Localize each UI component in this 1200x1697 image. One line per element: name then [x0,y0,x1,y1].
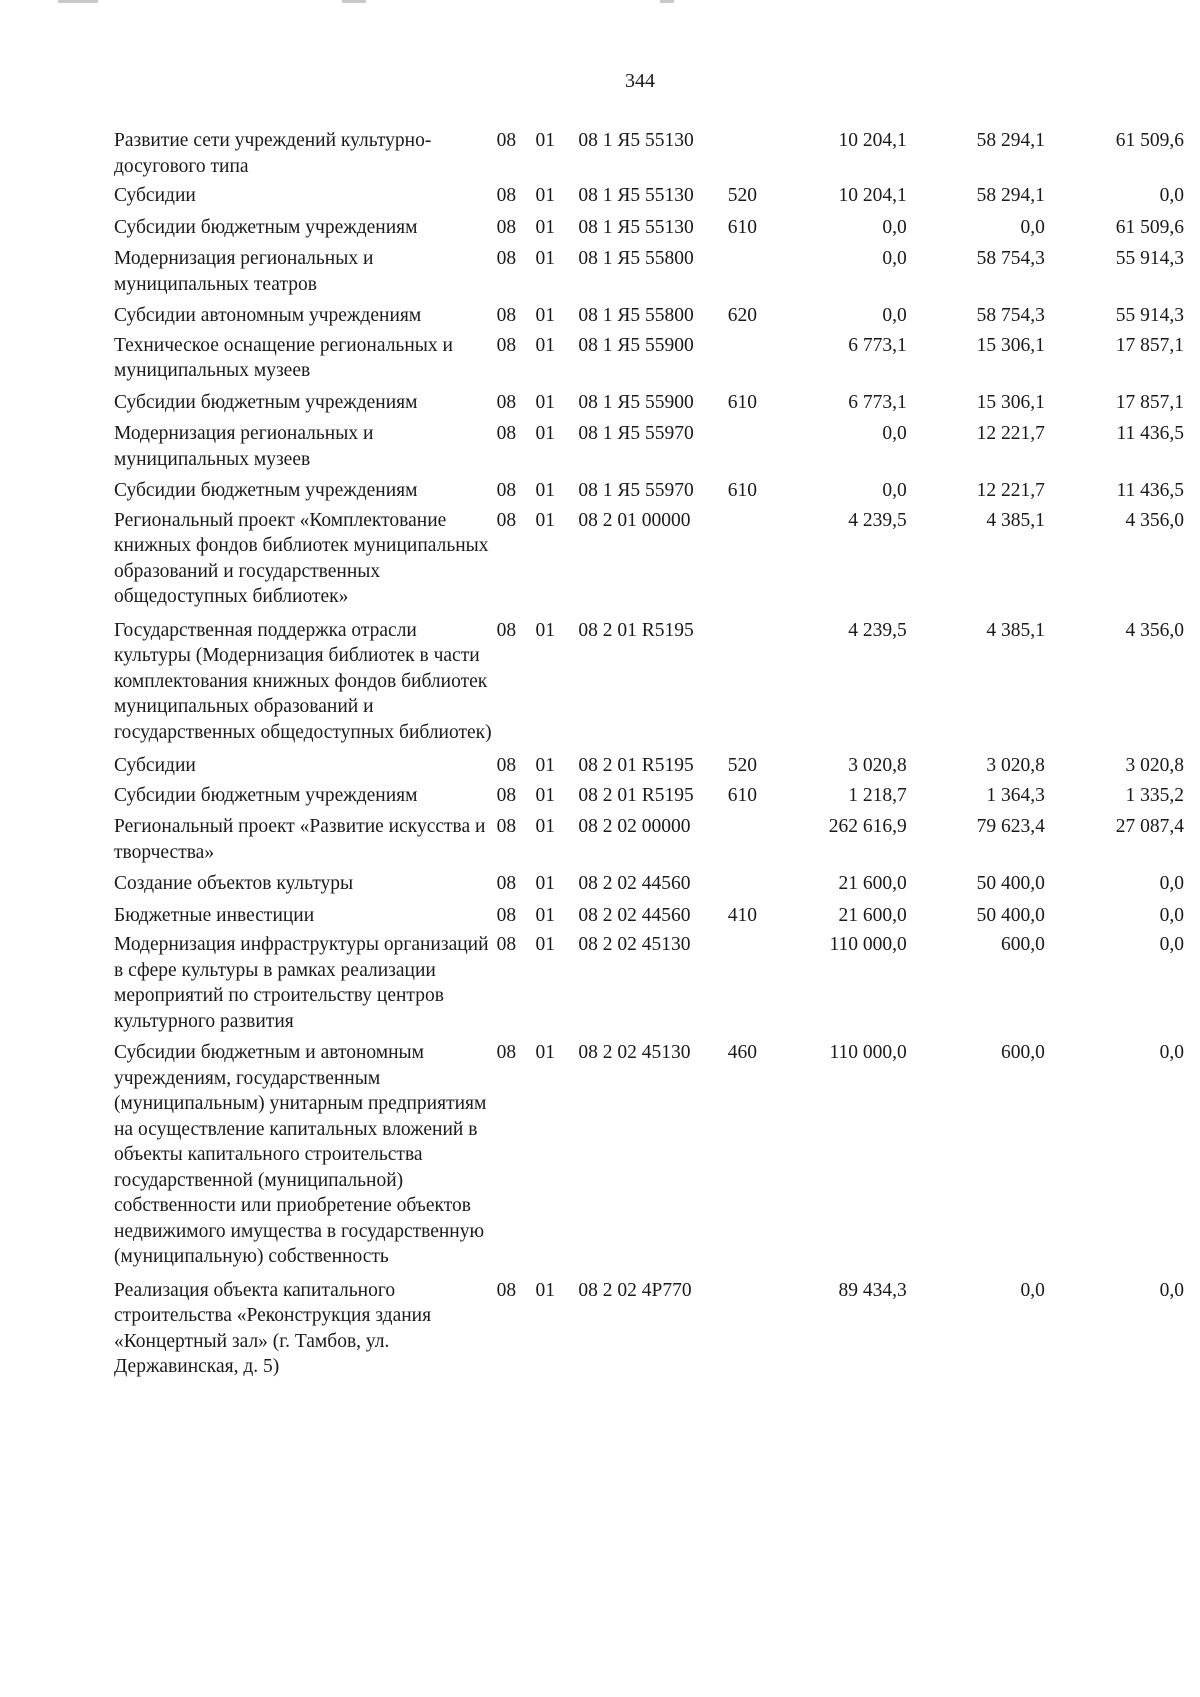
table-cell-section: 08 [496,873,517,894]
table-row [114,932,1184,1040]
table-cell-name: Субсидии бюджетным и автономным учреждениям, государственным (муниципальным) унитарным предприятиям на осуществление капитальных вложений в объекты капитального строительства государственной (муниципальной) собственности или приобретение объектов недвижимого имущества в государственную (муниципальную) собственность [114,1042,487,1267]
table-cell-subsection: 01 [535,1279,555,1301]
table-cell-name: Региональный проект «Развитие искусства и творчества» [114,816,486,863]
table-cell-subsection: 01 [535,755,555,776]
table-cell-year-2: 4 385,1 [986,509,1045,531]
table-row [114,753,1184,783]
table-cell-section: 08 [496,619,517,641]
table-row [114,1278,1184,1384]
table-cell-year-1: 4 239,5 [848,509,907,531]
table-cell-subsection: 01 [535,130,555,151]
table-cell-year-2: 600,0 [1000,934,1045,955]
table-cell-csr: 08 1 Я5 55970 [578,423,694,444]
table-cell-year-3: 27 087,4 [1115,816,1184,837]
table-cell-vr: 610 [727,216,757,238]
table-cell-subsection: 01 [535,619,555,641]
table-cell-name: Модернизация региональных и муниципальных музеев [114,423,374,470]
table-cell-year-3: 0,0 [1159,934,1184,955]
table-cell-name: Развитие сети учреждений культурно-досугового типа [114,130,432,177]
table-cell-name: Субсидии бюджетным учреждениям [114,391,418,413]
table-cell-vr: 520 [727,755,757,776]
table-cell-year-3: 17 857,1 [1115,334,1184,356]
scan-artifact [342,0,366,3]
table-cell-name: Государственная поддержка отрасли культуры (Модернизация библиотек в части комплектования книжных фондов библиотек муниципальных образований и государственных общедоступных библиотек) [114,619,492,743]
table-cell-year-1: 0,0 [882,305,907,326]
table-row [114,814,1184,871]
table-cell-section: 08 [496,130,517,151]
table-body [114,128,1184,1384]
table-cell-year-3: 0,0 [1159,185,1184,206]
table-cell-name: Реализация объекта капитального строительства «Реконструкция здания «Концертный зал» (г. Тамбов, ул. Державинская, д. 5) [114,1279,432,1377]
page-number: 344 [625,70,655,92]
table-cell-year-1: 21 600,0 [838,904,907,926]
table-cell-section: 08 [496,185,517,206]
table-cell-vr [728,618,769,754]
table-row [114,246,1184,303]
table-cell-year-3: 3 020,8 [1125,755,1184,776]
table-cell-year-1: 0,0 [882,248,907,269]
table-cell-csr: 08 1 Я5 55130 [578,216,694,238]
table-row [114,618,1184,754]
table-cell-year-3: 0,0 [1159,873,1184,894]
table-cell-csr: 08 2 01 R5195 [578,619,694,641]
table-row [114,421,1184,478]
scan-artifact [660,0,674,3]
table-cell-name: Техническое оснащение региональных и муниципальных музеев [114,334,453,381]
table-cell-subsection: 01 [535,423,555,444]
table-cell-section: 08 [496,216,517,238]
table-cell-year-1: 0,0 [882,423,907,444]
table-cell-year-3: 55 914,3 [1115,305,1184,326]
table-cell-subsection: 01 [535,1042,555,1063]
table-row [114,215,1184,247]
table-cell-name: Модернизация инфраструктуры организаций в сфере культуры в рамках реализации мероприятий по строительству центров культурного развития [114,934,489,1032]
table-cell-year-1: 110 000,0 [829,1042,907,1063]
table-cell-year-3: 61 509,6 [1115,130,1184,151]
table-cell-vr: 610 [727,391,757,413]
table-cell-subsection: 01 [535,391,555,413]
table-cell-vr: 610 [727,784,757,806]
table-cell-name: Бюджетные инвестиции [114,904,315,926]
table-cell-year-1: 10 204,1 [838,185,907,206]
table-cell-year-3: 61 509,6 [1115,216,1184,238]
table-cell-vr [728,932,769,1040]
table-cell-year-3: 1 335,2 [1125,784,1184,806]
table-cell-subsection: 01 [535,904,555,926]
table-cell-year-3: 17 857,1 [1115,391,1184,413]
table-row [114,183,1184,215]
table-cell-year-2: 58 294,1 [976,185,1045,206]
table-row [114,508,1184,618]
table-cell-year-2: 15 306,1 [976,334,1045,356]
table-cell-section: 08 [496,480,517,501]
table-cell-subsection: 01 [535,784,555,806]
table-cell-name: Субсидии [114,755,196,776]
table-cell-vr: 460 [727,1042,757,1063]
table-cell-vr [728,871,769,903]
table-cell-vr: 520 [727,185,757,206]
table-cell-subsection: 01 [535,873,555,894]
table-cell-subsection: 01 [535,305,555,326]
table-cell-year-1: 10 204,1 [838,130,907,151]
table-cell-year-1: 110 000,0 [829,934,907,955]
table-cell-csr: 08 2 02 45130 [578,934,691,955]
table-cell-name: Субсидии [114,185,196,206]
table-row [114,333,1184,390]
table-cell-subsection: 01 [535,216,555,238]
table-cell-subsection: 01 [535,509,555,531]
table-cell-csr: 08 2 02 45130 [578,1042,691,1063]
table-row [114,1040,1184,1278]
table-cell-section: 08 [496,755,517,776]
table-cell-year-2: 79 623,4 [976,816,1045,837]
table-row [114,478,1184,508]
table-cell-subsection: 01 [535,934,555,955]
table-cell-subsection: 01 [535,334,555,356]
table-cell-section: 08 [496,1042,517,1063]
table-cell-year-2: 0,0 [1020,1279,1045,1301]
table-cell-csr: 08 2 02 44560 [578,904,691,926]
table-cell-csr: 08 2 02 00000 [578,816,691,837]
table-cell-vr [728,1278,769,1384]
table-cell-year-3: 0,0 [1159,1042,1184,1063]
table-cell-year-2: 58 754,3 [976,248,1045,269]
table-cell-section: 08 [496,934,517,955]
table-cell-subsection: 01 [535,816,555,837]
table-cell-csr: 08 2 02 4Р770 [578,1279,692,1301]
table-cell-vr: 410 [727,904,757,926]
table-cell-year-1: 6 773,1 [848,391,907,413]
table-cell-csr: 08 1 Я5 55900 [578,391,694,413]
table-cell-section: 08 [496,305,517,326]
table-cell-subsection: 01 [535,480,555,501]
table-row [114,903,1184,933]
table-cell-vr [728,421,769,478]
table-cell-csr: 08 1 Я5 55130 [578,185,694,206]
table-cell-vr: 610 [727,480,757,501]
table-cell-year-2: 600,0 [1000,1042,1045,1063]
table-row [114,390,1184,422]
table-cell-name: Субсидии бюджетным учреждениям [114,784,418,806]
table-cell-name: Субсидии бюджетным учреждениям [114,216,418,238]
table-cell-csr: 08 1 Я5 55970 [578,480,694,501]
table-cell-csr: 08 2 01 00000 [578,509,691,531]
table-cell-year-3: 11 436,5 [1116,480,1184,501]
table-cell-year-3: 4 356,0 [1125,619,1184,641]
table-cell-section: 08 [496,1279,517,1301]
table-row [114,871,1184,903]
table-cell-name: Субсидии автономным учреждениям [114,305,422,326]
table-cell-year-1: 6 773,1 [848,334,907,356]
table-cell-year-1: 0,0 [882,480,907,501]
table-cell-subsection: 01 [535,248,555,269]
table-cell-year-3: 11 436,5 [1116,423,1184,444]
table-cell-year-1: 0,0 [882,216,907,238]
table-cell-csr: 08 1 Я5 55130 [578,130,694,151]
table-cell-vr [728,246,769,303]
table-row [114,128,1184,183]
table-row [114,783,1184,815]
table-cell-csr: 08 1 Я5 55800 [578,248,694,269]
table-cell-vr [728,128,769,183]
table-cell-subsection: 01 [535,185,555,206]
table-cell-year-2: 58 294,1 [976,130,1045,151]
table-cell-section: 08 [496,391,517,413]
table-cell-name: Региональный проект «Комплектование книжных фондов библиотек муниципальных образований и государственных общедоступных библиотек» [114,509,489,607]
table-cell-year-2: 15 306,1 [976,391,1045,413]
table-cell-section: 08 [496,423,517,444]
table-cell-year-1: 4 239,5 [848,619,907,641]
table-cell-section: 08 [496,334,517,356]
table-cell-year-2: 50 400,0 [976,873,1045,894]
table-cell-year-2: 3 020,8 [986,755,1045,776]
table-cell-name: Создание объектов культуры [114,873,354,894]
table-cell-csr: 08 2 01 R5195 [578,755,694,776]
table-cell-vr [728,333,769,390]
table-cell-year-1: 1 218,7 [848,784,907,806]
table-cell-csr: 08 1 Я5 55800 [578,305,694,326]
table-cell-vr [728,814,769,871]
table-cell-year-1: 21 600,0 [838,873,907,894]
table-cell-section: 08 [496,816,517,837]
table-cell-csr: 08 1 Я5 55900 [578,334,694,356]
scan-artifact [58,0,98,3]
table-cell-year-2: 4 385,1 [986,619,1045,641]
table-cell-year-2: 12 221,7 [976,423,1045,444]
table-cell-section: 08 [496,509,517,531]
table-cell-section: 08 [496,784,517,806]
table-cell-section: 08 [496,248,517,269]
table-cell-csr: 08 2 02 44560 [578,873,691,894]
budget-table [114,128,1184,1384]
table-cell-year-1: 262 616,9 [828,816,907,837]
table-cell-year-3: 55 914,3 [1115,248,1184,269]
table-cell-year-3: 0,0 [1159,904,1184,926]
table-cell-year-2: 58 754,3 [976,305,1045,326]
table-cell-vr [728,508,769,618]
table-cell-year-2: 12 221,7 [976,480,1045,501]
table-cell-name: Субсидии бюджетным учреждениям [114,480,418,501]
table-cell-name: Модернизация региональных и муниципальных театров [114,248,374,295]
table-cell-year-3: 4 356,0 [1125,509,1184,531]
table-cell-year-2: 50 400,0 [976,904,1045,926]
table-cell-year-1: 3 020,8 [848,755,907,776]
table-cell-vr: 620 [727,305,757,326]
table-cell-section: 08 [496,904,517,926]
table-row [114,303,1184,333]
table-cell-year-3: 0,0 [1159,1279,1184,1301]
table-cell-csr: 08 2 01 R5195 [578,784,694,806]
table-cell-year-2: 1 364,3 [986,784,1045,806]
table-cell-year-2: 0,0 [1020,216,1045,238]
table-cell-year-1: 89 434,3 [838,1279,907,1301]
